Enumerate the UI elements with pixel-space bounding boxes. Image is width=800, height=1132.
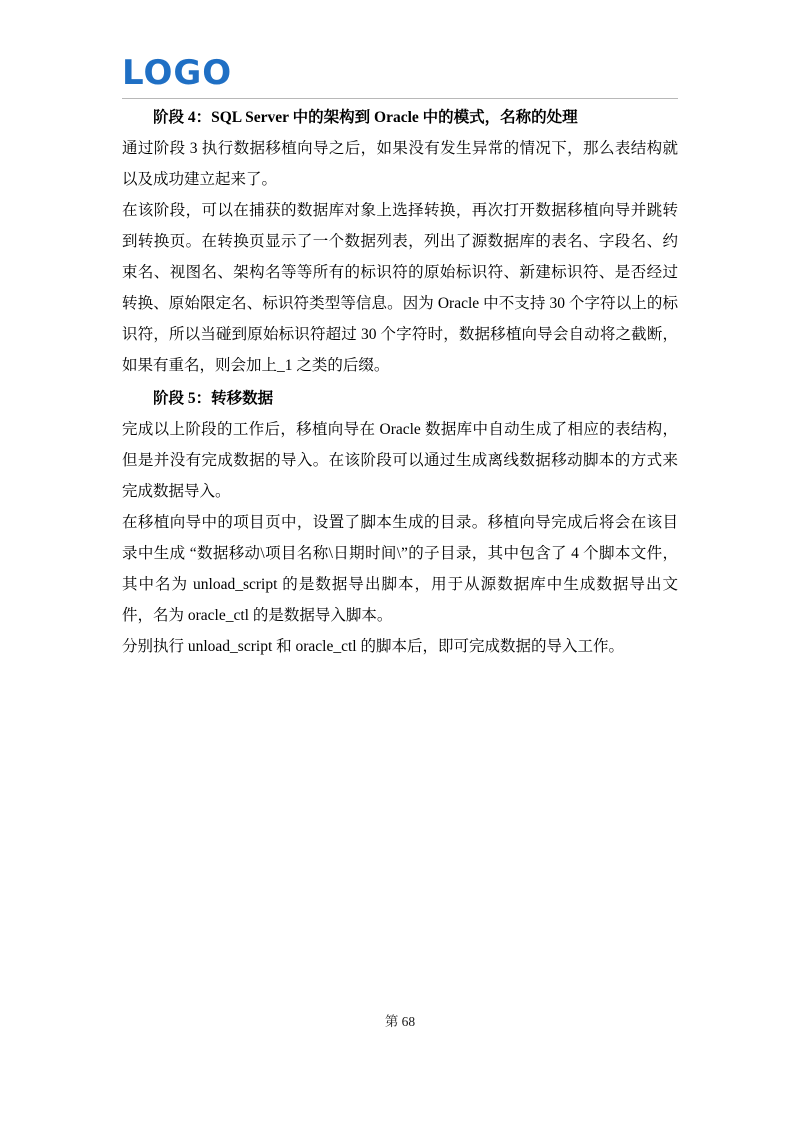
paragraph-5: 分别执行 unload_script 和 oracle_ctl 的脚本后，即可完成数据的导入工作。: [122, 638, 624, 655]
page-footer: 第 68: [384, 1014, 416, 1029]
paragraph-4: 在移植向导中的项目页中，设置了脚本生成的目录。移植向导完成后将会在该目录中生成 “数据移动\项目名称\日期时间\”的子目录，其中包含了 4 个脚本文件，其中名为 unload_script 的是数据导出脚本，用于从源数据库中生成数据导出文件，名为 oracle_ctl 的是数据导入脚本。: [122, 514, 678, 624]
paragraph-2: 在该阶段，可以在捕获的数据库对象上选择转换，再次打开数据移植向导并跳转到转换页。在转换页显示了一个数据列表，列出了源数据库的表名、字段名、约束名、视图名、架构名等等所有的标识符的原始标识符、新建标识符、是否经过转换、原始限定名、标识符类型等信息。因为 Oracle 中不支持 30 个字符以上的标识符，所以当碰到原始标识符超过 30 个字符时，数据移植向导会自动将之截断，如果有重名，则会加上_1 之类的后缀。: [122, 202, 678, 374]
document-body: [122, 100, 678, 662]
paragraph-1: 通过阶段 3 执行数据移植向导之后，如果没有发生异常的情况下，那么表结构就以及成功建立起来了。: [122, 140, 678, 188]
section-heading-stage-5: 阶段 5：转移数据: [153, 390, 274, 407]
section-heading-stage-4: 阶段 4：SQL Server 中的架构到 Oracle 中的模式，名称的处理: [153, 109, 578, 126]
logo: LOGO: [122, 53, 233, 93]
paragraph-3: 完成以上阶段的工作后，移植向导在 Oracle 数据库中自动生成了相应的表结构，但是并没有完成数据的导入。在该阶段可以通过生成离线数据移动脚本的方式来完成数据导入。: [122, 421, 678, 500]
header-divider: [122, 98, 678, 99]
page-header: [0, 0, 800, 100]
